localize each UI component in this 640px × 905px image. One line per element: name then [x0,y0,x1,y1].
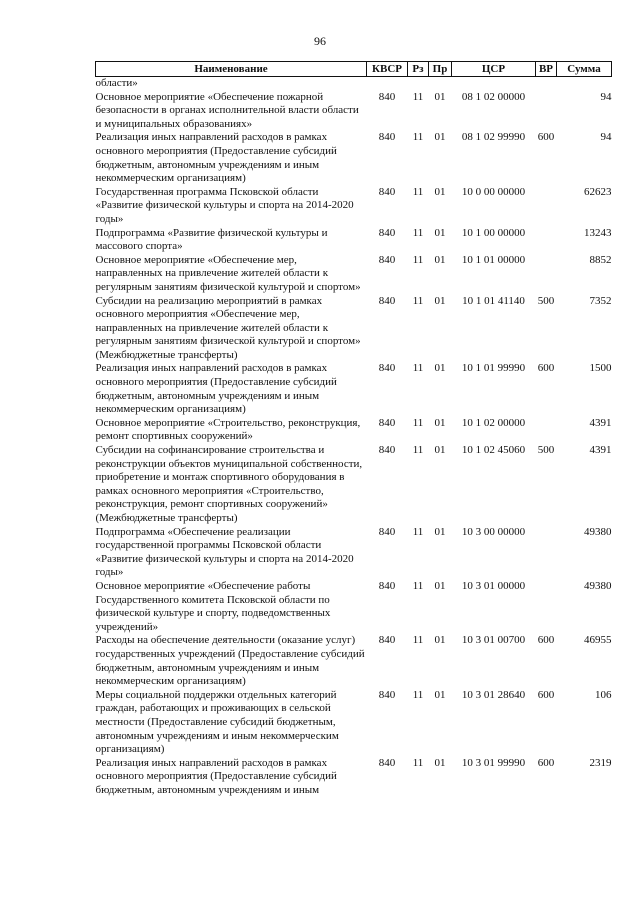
header-csr: ЦСР [452,62,536,77]
cell-sum: 13243 [584,226,612,239]
cell-kvsr: 840 [378,579,396,592]
cell-kvsr: 840 [378,525,396,538]
table-row [96,689,612,757]
cell-rz: 11 [412,634,424,647]
cell-csr: 10 1 00 00000 [461,226,526,239]
cell-vr: 600 [537,131,555,144]
table-row [96,444,612,526]
cell-sum: 7352 [589,294,612,307]
table-row [96,186,612,227]
cell-name: Меры социальной поддержки отдельных категорий граждан, работающих и проживающих в сельской местности (Предоставление субсидий бюджетным, автономным учреждениям и иным некоммерческим организациям) [95,688,339,756]
cell-sum [557,77,612,91]
cell-sum: 94 [600,90,612,103]
cell-rz: 11 [412,416,424,429]
table-body [96,77,612,798]
cell-sum: 106 [595,688,612,701]
table-row [96,757,612,798]
cell-pr: 01 [434,253,446,266]
cell-name: Реализация иных направлений расходов в рамках основного мероприятия (Предоставление субсидий бюджетным, автономным учреждениям и иным некоммерческим организациям) [95,131,337,185]
cell-rz: 11 [412,226,424,239]
cell-vr [536,580,557,634]
cell-kvsr: 840 [378,226,396,239]
table-row [96,634,612,688]
cell-name: Субсидии на софинансирование строительства и реконструкции объектов муниципальной собственности, приобретение и монтаж спортивного оборудования в рамках основного мероприятия «Строительство, реконструкция, ремонт спортивных сооружений» (Межбюджетные трансферты) [95,444,363,524]
table-row [96,417,612,444]
cell-vr [536,417,557,444]
table-row [96,227,612,254]
cell-csr: 10 3 01 99990 [461,756,526,769]
cell-vr [536,186,557,227]
cell-kvsr [367,77,408,91]
cell-vr: 600 [537,634,555,647]
cell-name: Основное мероприятие «Обеспечение пожарной безопасности в органах исполнительной власти области и муниципальных образованиях» [95,90,359,130]
table-row [96,131,612,185]
cell-kvsr: 840 [378,90,396,103]
cell-csr: 10 1 01 41140 [462,294,525,307]
cell-rz: 11 [412,756,424,769]
cell-name: Основное мероприятие «Строительство, реконструкция, ремонт спортивных сооружений» [95,416,361,443]
cell-name: Реализация иных направлений расходов в рамках основного мероприятия (Предоставление субсидий бюджетным, автономным учреждениям и иным некоммерческим организациям) [95,362,337,416]
cell-pr: 01 [434,131,446,144]
cell-pr: 01 [434,294,446,307]
cell-sum: 49380 [584,579,612,592]
cell-pr: 01 [434,525,446,538]
cell-name: Подпрограмма «Обеспечение реализации государственной программы Псковской области «Развитие физической культуры и спорта на 2014-2020 годы» [95,525,354,579]
cell-sum: 62623 [584,185,612,198]
cell-kvsr: 840 [378,416,396,429]
cell-csr: 10 1 01 00000 [461,253,526,266]
cell-name: Реализация иных направлений расходов в рамках основного мероприятия (Предоставление субсидий бюджетным, автономным учреждениям и иным [95,756,337,796]
cell-vr [536,227,557,254]
header-name: Наименование [96,62,367,77]
page-number: 96 [314,34,326,48]
cell-name: Государственная программа Псковской области «Развитие физической культуры и спорта на 2014-2020 годы» [95,185,354,225]
cell-sum: 4391 [589,444,612,457]
cell-kvsr: 840 [378,362,396,375]
header-sum: Сумма [557,62,612,77]
cell-kvsr: 840 [378,688,396,701]
cell-sum: 4391 [589,416,612,429]
cell-csr: 10 3 01 28640 [461,688,526,701]
cell-kvsr: 840 [378,253,396,266]
cell-rz: 11 [412,579,424,592]
cell-kvsr: 840 [378,756,396,769]
cell-pr: 01 [434,688,446,701]
cell-kvsr: 840 [378,444,396,457]
cell-name: области» [95,77,138,89]
cell-pr: 01 [434,90,446,103]
cell-pr: 01 [434,579,446,592]
cell-pr: 01 [434,416,446,429]
cell-rz: 11 [412,444,424,457]
cell-vr [536,77,557,91]
cell-pr: 01 [434,226,446,239]
cell-name: Основное мероприятие «Обеспечение мер, направленных на привлечение жителей области к регулярным занятиям физической культурой и спортом» [95,253,361,293]
cell-vr: 600 [537,756,555,769]
cell-csr: 10 1 02 00000 [461,416,526,429]
cell-sum: 94 [600,131,612,144]
table-row [96,362,612,416]
cell-vr: 600 [537,362,555,375]
cell-vr: 600 [537,688,555,701]
table-row [96,254,612,295]
cell-pr: 01 [434,185,446,198]
cell-pr [429,77,452,91]
table-row [96,580,612,634]
cell-rz: 11 [412,525,424,538]
cell-kvsr: 840 [378,185,396,198]
cell-rz: 11 [412,90,424,103]
table-row [96,295,612,363]
cell-csr: 10 1 02 45060 [461,444,526,457]
header-kvsr: КВСР [367,62,408,77]
cell-pr: 01 [434,634,446,647]
table-header-row [96,62,612,77]
cell-rz: 11 [412,688,424,701]
cell-sum: 2319 [589,756,612,769]
cell-sum: 46955 [584,634,612,647]
cell-sum: 8852 [589,253,612,266]
header-vr: ВР [536,62,557,77]
cell-csr: 10 3 00 00000 [461,525,526,538]
cell-csr: 10 1 01 99990 [461,362,526,375]
cell-name: Субсидии на реализацию мероприятий в рамках основного мероприятия «Обеспечение мер, направленных на привлечение жителей области к регулярным занятиям физической культурой и спортом» (Межбюджетные трансферты) [95,294,361,361]
cell-vr [536,254,557,295]
cell-rz: 11 [412,131,424,144]
cell-sum: 1500 [589,362,612,375]
cell-name: Подпрограмма «Развитие физической культуры и массового спорта» [95,226,328,253]
cell-name: Основное мероприятие «Обеспечение работы Государственного комитета Псковской области по физической культуре и спорту, подведомственных учреждений» [95,579,331,633]
cell-kvsr: 840 [378,294,396,307]
cell-rz: 11 [412,362,424,375]
table-row [96,91,612,132]
cell-name: Расходы на обеспечение деятельности (оказание услуг) государственных учреждений (Предоставление субсидий бюджетным, автономным учреждениям и иным некоммерческим организациям) [95,634,365,688]
cell-csr: 10 3 01 00000 [461,579,526,592]
header-rz: Рз [408,62,429,77]
cell-rz [408,77,429,91]
cell-vr [536,91,557,132]
cell-kvsr: 840 [378,634,396,647]
cell-csr: 10 3 01 00700 [461,634,526,647]
cell-csr: 08 1 02 00000 [461,90,526,103]
budget-table [95,61,612,797]
cell-pr: 01 [434,756,446,769]
cell-rz: 11 [412,294,424,307]
cell-kvsr: 840 [378,131,396,144]
cell-rz: 11 [412,185,424,198]
cell-rz: 11 [412,253,424,266]
table-row [96,77,612,91]
cell-csr: 10 0 00 00000 [461,185,526,198]
cell-pr: 01 [434,444,446,457]
cell-csr [452,77,536,91]
cell-sum: 49380 [584,525,612,538]
cell-vr: 500 [537,444,555,457]
cell-csr: 08 1 02 99990 [461,131,526,144]
header-pr: Пр [429,62,452,77]
table-row [96,526,612,580]
cell-vr [536,526,557,580]
cell-pr: 01 [434,362,446,375]
cell-vr: 500 [537,294,555,307]
